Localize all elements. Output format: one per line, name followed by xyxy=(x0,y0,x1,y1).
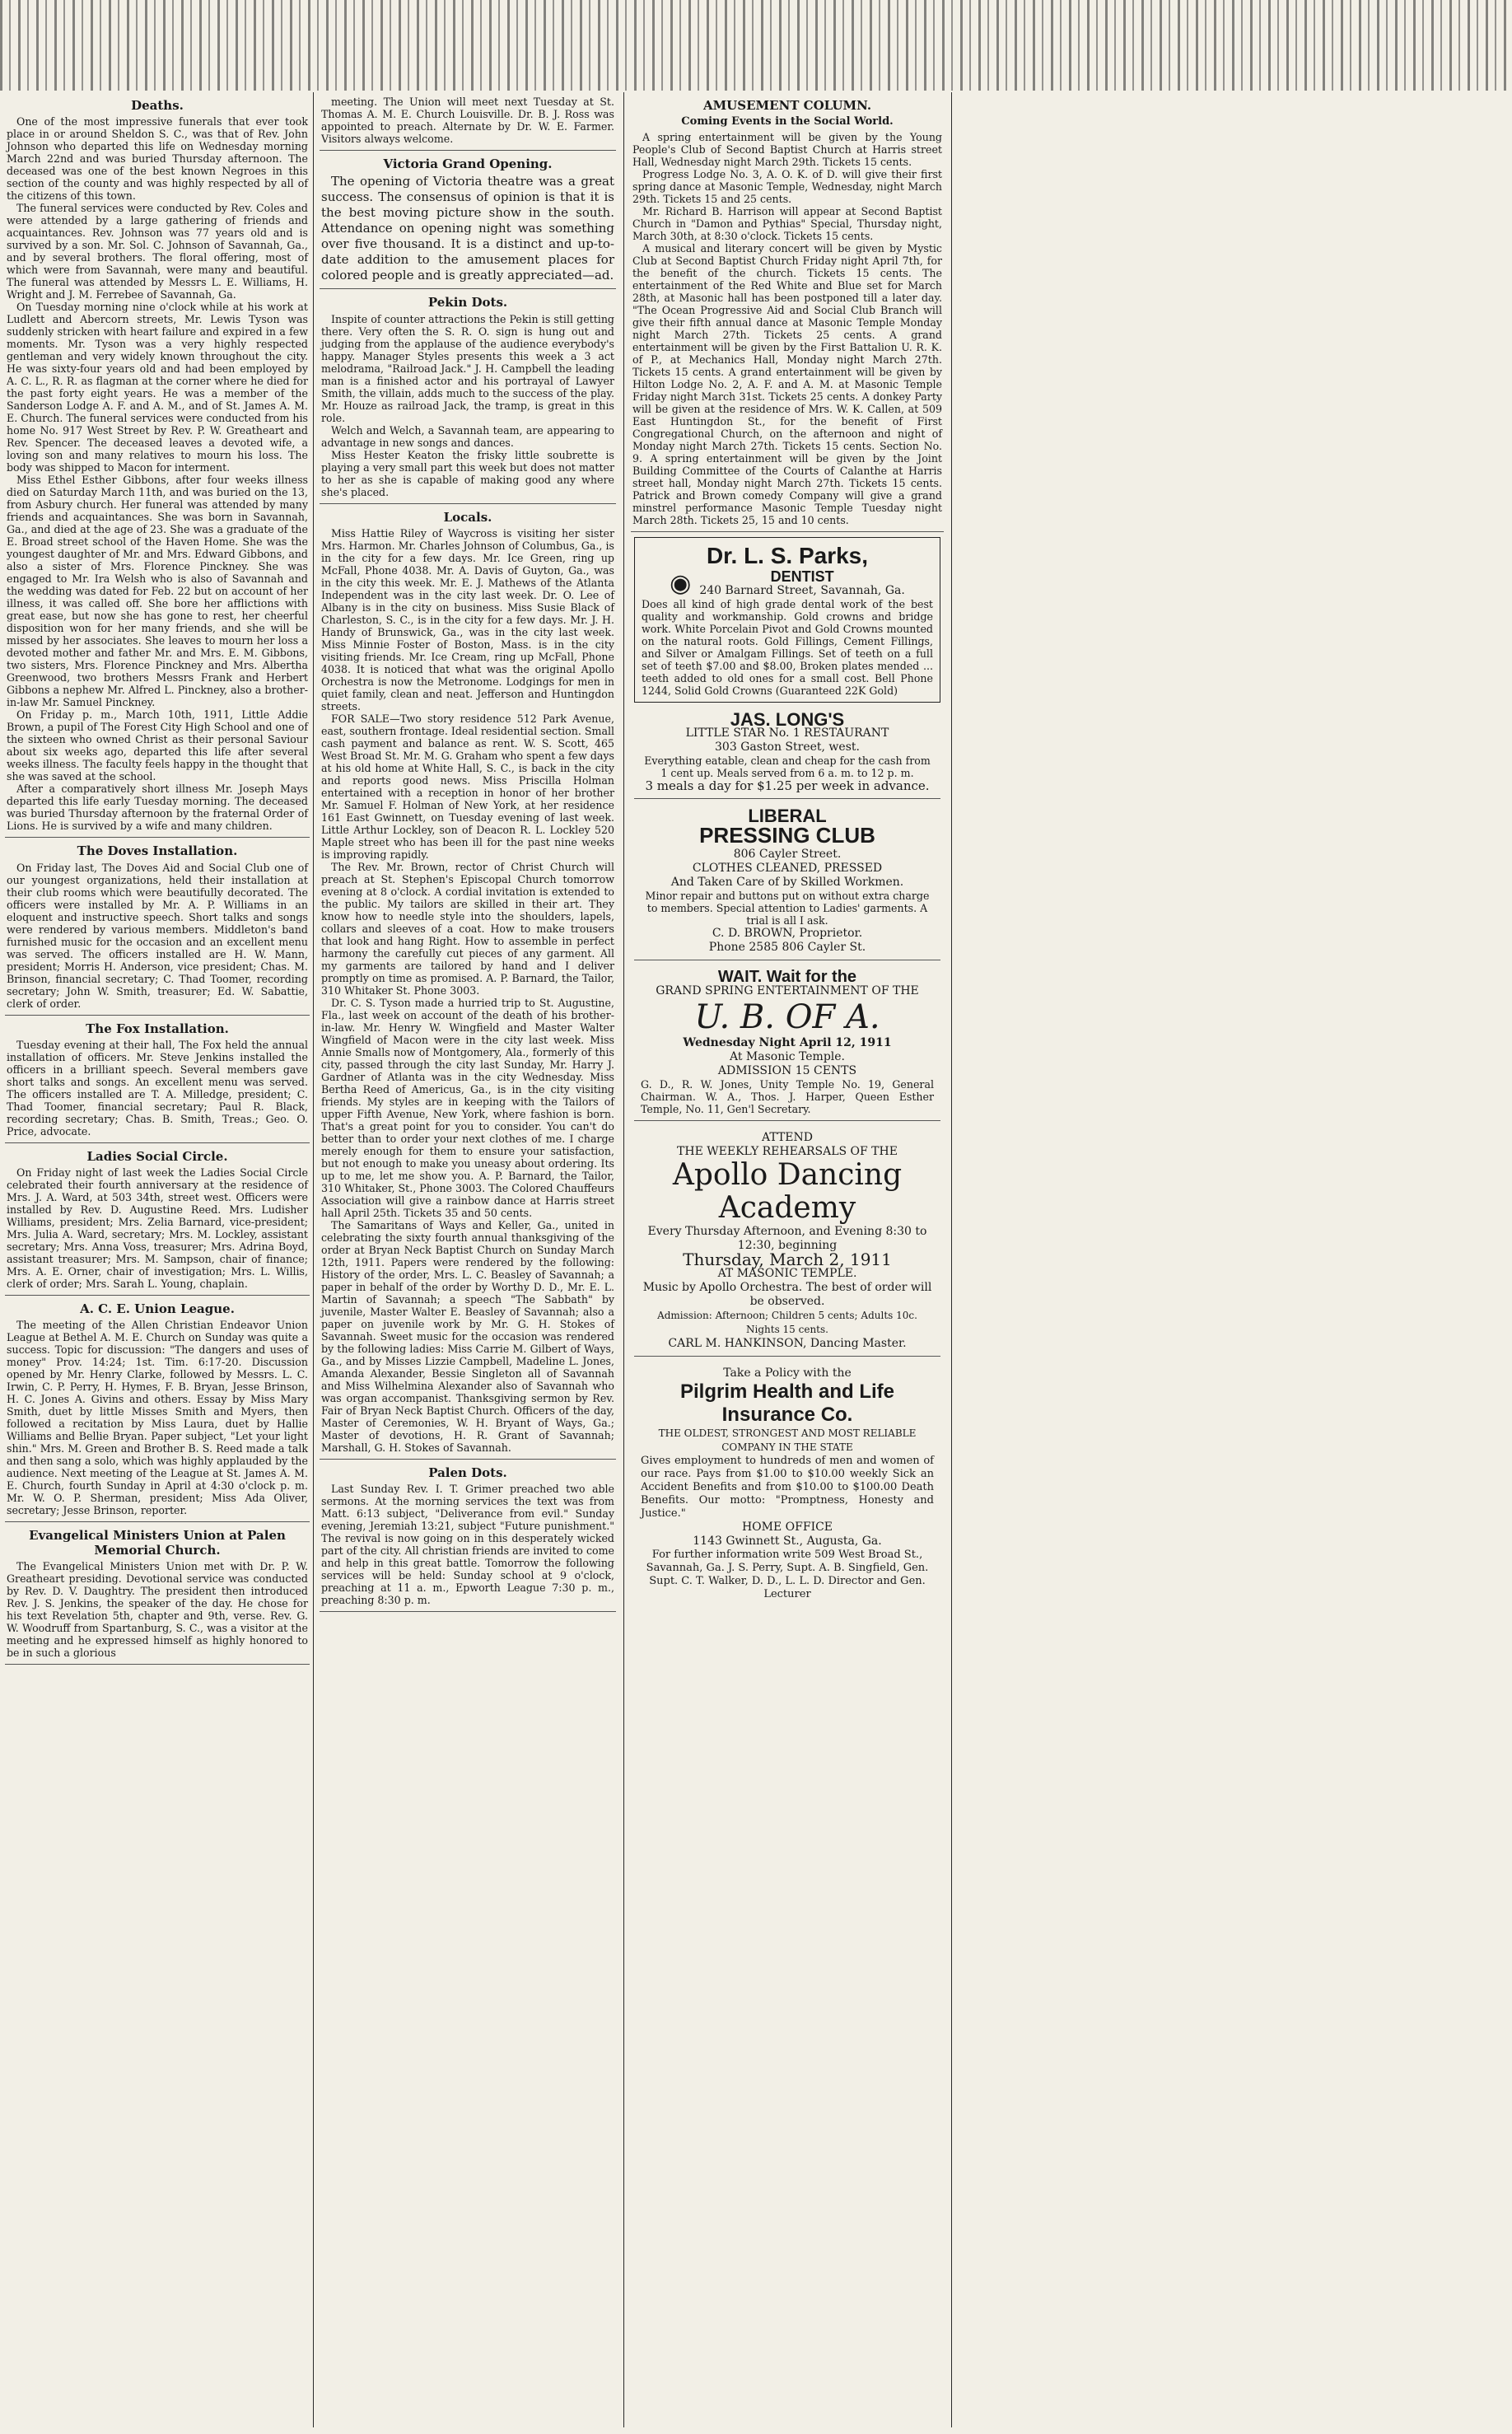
ad-dentist xyxy=(634,537,940,703)
ad-apollo xyxy=(634,1126,940,1357)
article-evangelical xyxy=(5,1522,310,1665)
column-1 xyxy=(5,92,310,2427)
ad-line: CARL M. HANKINSON, Dancing Master. xyxy=(668,1337,907,1351)
ad-body: Gives employment to hundreds of men and women of our race. Pays from $1.00 to $10.00 weekly Sick an Accident Benefits and from $10.00 to $100.00 Death Benefits. Our motto: "Promptness, Honesty and Justice." xyxy=(641,1455,934,1521)
ad-line: Music by Apollo Orchestra. The best of order will be observed. xyxy=(642,1281,932,1309)
ad-body: G. D., R. W. Jones, Unity Temple No. 19, General Chairman. W. A., Thos. J. Harper, Queen Esther Temple, No. 11, Gen'l Secretary. xyxy=(641,1078,934,1116)
paragraph: A spring entertainment will be given by the Young People's Club of Second Baptist Church at Harris street Hall, Wednesday night March 29th. Tickets 15 cents. xyxy=(632,131,942,169)
paragraph: Last Sunday Rev. I. T. Grimer preached two able sermons. At the morning services the text was from Matt. 6:13 subject, "Deliverance from evil." Sunday evening, Jeremiah 13:21, subject "Future punishment." The revival is now going on in this desperately wicked part of the city. All christian friends are invited to come and help in this great battle. Tomorrow the following services will be held: Sunday school at 9 o'clock, preaching at 11 a. m., Epworth League 7:30 p. m., preaching 8:30 p. m. xyxy=(321,1483,614,1606)
ad-line: Admission: Afternoon; Children 5 cents; Adults 10c. Nights 15 cents. xyxy=(657,1310,917,1336)
headline: Victoria Grand Opening. xyxy=(383,157,553,171)
ad-line: ADMISSION 15 CENTS xyxy=(717,1064,857,1078)
ad-big: Apollo Dancing Academy xyxy=(672,1158,903,1226)
headline: AMUSEMENT COLUMN. xyxy=(702,98,872,113)
ad-restaurant xyxy=(634,708,940,799)
article-doves xyxy=(5,838,310,1015)
article-locals xyxy=(320,504,616,1460)
ad-phone: Phone 2585 806 Cayler St. xyxy=(708,941,866,955)
column-3 xyxy=(631,92,944,2427)
article-victoria xyxy=(320,151,616,289)
ad-subtitle: LITTLE STAR No. 1 RESTAURANT xyxy=(685,726,889,740)
ad-line: ATTEND xyxy=(762,1131,813,1145)
ad-line: Take a Policy with the xyxy=(723,1366,852,1381)
ad-line: 1143 Gwinnett St., Augusta, Ga. xyxy=(693,1535,882,1549)
column-rule xyxy=(623,92,624,2427)
headline: Locals. xyxy=(443,509,492,525)
ad-big: U. B. OF A. xyxy=(694,998,880,1037)
ad-title-2: PRESSING CLUB xyxy=(699,823,875,848)
ad-pressing-club xyxy=(634,804,940,960)
paragraph: The Evangelical Ministers Union met with Dr. P. W. Greatheart presiding. Devotional service was conducted by Rev. D. V. Daughtry. The president then introduced Rev. J. S. Jenkins, the speaker of the day. He chose for his text Revelation 5th, chapter and 9th, verse. Rev. G. W. Woodruff from Spartanburg, S. C., was a visitor at the meeting and he expressed himself as highly honored to be in such a glorious xyxy=(7,1559,308,1659)
ad-body: Minor repair and buttons put on without extra charge to members. Special attention to Ladies' garments. A trial is all I ask. xyxy=(645,890,930,927)
paragraph: Miss Hester Keaton the frisky little soubrette is playing a very small part this week but does not matter to her as she is capable of making good any where she's placed. xyxy=(321,448,614,498)
ad-address: 240 Barnard Street, Savannah, Ga. xyxy=(699,583,905,597)
column-2 xyxy=(320,92,616,2427)
paragraph: The meeting of the Allen Christian Endeavor Union League at Bethel A. M. E. Church on Sunday was quite a success. Topic for discussion: "The dangers and uses of money" Prov. 14:24; 1st. Tim. 6:17-20. Discussion opened by Mr. Henry Clarke, followed by Messrs. L. C. Irwin, C. P. Perry, H. Hymes, F. B. Bryan, Jesse Brinson, H. C. Jones A. Givins and others. Essay by Miss Mary Smith, duet by little Misses Smith and Myers, then followed a recitation by Miss Laura, duet by Hallie Williams and Bellie Bryan. Paper subject, "Let your light shin." Mrs. M. Green and Brother B. S. Reed made a talk and then sang a solo, which was highly applauded by the audience. Next meeting of the League at St. James A. M. E. Church, fourth Sunday in April at 4:30 o'clock p. m. Mr. W. O. P. Sherman, president; Miss Ada Oliver, secretary; Jesse Brinson, reporter. xyxy=(7,1319,308,1517)
column-4 xyxy=(957,92,1270,2427)
amusement-column xyxy=(631,92,944,532)
ad-line: At Masonic Temple. xyxy=(729,1050,845,1064)
tooth-icon: ◉ xyxy=(670,569,692,599)
ad-price: 3 meals a day for $1.25 per week in advance. xyxy=(645,778,930,794)
headline: The Fox Installation. xyxy=(86,1021,229,1036)
paragraph: The Samaritans of Ways and Keller, Ga., united in celebrating the sixty fourth annual thanksgiving of the order at Bryan Neck Baptist Church on Sunday March 12th, 1911. Papers were rendered by the following: History of the order, Mrs. L. C. Beasley of Savannah; a paper in behalf of the order by Worthy D. D., Mr. E. L. Martin of Savannah; a speech "The Sabbath" by juvenile, Master Walter E. Beasley of Savannah; also a paper on juvenile work by Mr. G. H. Stokes of Savannah. Sweet music for the occasion was rendered by the following ladies: Miss Carrie M. Gilbert of Ways, Ga., and by Misses Lizzie Campbell, Madeline L. Jones, Amanda Alexander, Bessie Singleton all of Savannah and Miss Wilhelmina Alexander also of Savannah who was organ accompanist. Thanksgiving sermon by Rev. Fair of Bryan Neck Baptist Church. Officers of the day, Master of Ceremonies, W. H. Bryant of Ways, Ga.; Master of devotions, H. R. Grant of Savannah; Marshall, G. H. Stokes of Savannah. xyxy=(321,1218,614,1454)
ad-title: LIBERAL xyxy=(748,806,827,827)
ad-title: Dr. L. S. Parks, xyxy=(706,543,869,569)
ad-title: Pilgrim Health and Life Insurance Co. xyxy=(679,1381,895,1427)
ad-pilgrim xyxy=(634,1362,940,1606)
paragraph: Miss Hattie Riley of Waycross is visiting her sister Mrs. Harmon. Mr. Charles Johnson of Columbus, Ga., is in the city for a few days. Mr. Ice Green, ring up McFall, Phone 4038. Mr. A. Davis of Guyton, Ga., was in the city this week. Mr. E. J. Mathews of the Atlanta Independent was in the city last week. Dr. O. Lee of Albany is in the city on business. Miss Susie Black of Charleston, S. C., is in the city for a few days. Mr. J. H. Handy of Brunswick, Ga., was in the city last week. Miss Minnie Foster of Boston, Mass. is in the city visiting friends. Mr. Ice Cream, ring up McFall, Phone 4038. It is noticed that what was the original Apollo Orchestra is now the Metronome. Lodgings for men in quiet family, clean and neat. Jefferson and Huntingdon streets. xyxy=(321,526,614,712)
ad-line: And Taken Care of by Skilled Workmen. xyxy=(670,876,904,890)
ad-body: Everything eatable, clean and cheap for the cash from 1 cent up. Meals served from 6 a. m. to 12 p. m. xyxy=(644,754,931,780)
paragraph: The opening of Victoria theatre was a great success. The consensus of opinion is that it is the best moving picture show in the south. Attendance on opening night was something over five thousand. It is a distinct and up-to-date addition to the amusement places for colored people and is greatly appreciated—ad. xyxy=(321,174,614,283)
article-ladies xyxy=(5,1143,310,1296)
ad-subtitle: DENTIST xyxy=(770,568,834,585)
ad-line: THE WEEKLY REHEARSALS OF THE xyxy=(677,1145,898,1159)
paragraph: On Friday p. m., March 10th, 1911, Little Addie Brown, a pupil of The Forest City High School and one of the sixteen who owned Christ as their personal Saviour about six weeks ago, departed this life after several weeks illness. The faculty feels happy in the thought that she was saved at the school. xyxy=(7,708,308,783)
column-rule xyxy=(951,92,952,2427)
headline: Pekin Dots. xyxy=(427,295,508,311)
ad-line: HOME OFFICE xyxy=(741,1521,833,1535)
paragraph: Progress Lodge No. 3, A. O. K. of D. will give their first spring dance at Masonic Temple, Wednesday, night March 29th. Tickets 15 and 25 cents. xyxy=(632,168,942,206)
ad-address: 806 Cayler Street. xyxy=(733,848,842,862)
headline: Palen Dots. xyxy=(428,1465,507,1480)
ad-ubofa xyxy=(634,965,940,1121)
ad-title: WAIT. Wait for the xyxy=(717,968,857,987)
ad-title: JAS. LONG'S xyxy=(730,709,845,731)
subheadline: Coming Events in the Social World. xyxy=(681,115,894,128)
article-palen-dots xyxy=(320,1460,616,1612)
paragraph: FOR SALE—Two story residence 512 Park Avenue, east, southern frontage. Ideal residential section. Small cash payment and balance as rent. W. S. Scott, 465 West Broad St. Mr. M. G. Graham who spent a few days at his old home at White Hall, S. C., is back in the city and reports good news. Miss Priscilla Holman entertained with a reception in honor of her brother Mr. Samuel F. Holman of New York, at her residence 161 East Gwinnett, on Tuesday evening of last week. Little Arthur Lockley, son of Deacon R. L. Lockley 520 Maple street who has been ill for the past nine weeks is improving rapidly. xyxy=(321,712,615,861)
paragraph: Tuesday evening at their hall, The Fox held the annual installation of officers. Mr. Steve Jenkins installed the officers in a brilliant speech. Several members gave short talks and songs. An excellent menu was served. The officers installed are T. A. Milledge, president; C. Thad Toomer, financial secretary; Paul R. Black, recording secretary; Chas. B. Smith, Treas.; Geo. O. Price, advocate. xyxy=(7,1038,308,1138)
headline: Deaths. xyxy=(131,98,184,113)
ad-line: For further information write 509 West Broad St., Savannah, Ga. J. S. Perry, Supt. A. B. Singfield, Gen. Supt. C. T. Walker, D. D., L. L. D. Director and Gen. Lecturer xyxy=(646,1549,929,1601)
ad-date: Thursday, March 2, 1911 xyxy=(683,1250,892,1270)
column-rule xyxy=(313,92,314,2427)
article-deaths xyxy=(5,92,310,838)
ad-line: GRAND SPRING ENTERTAINMENT OF THE xyxy=(656,984,919,998)
paragraph: Dr. C. S. Tyson made a hurried trip to St. Augustine, Fla., last week on account of the death of his brother-in-law. Mr. Henry W. Wingfield and Master Walter Wingfield of Macon were in the city last week. Miss Annie Smalls now of Montgomery, Ala., formerly of this city, passed through the city last Sunday, Mr. Harry J. Gardner of Atlanta was in the city Wednesday. Miss Bertha Reed of Americus, Ga., is in the city visiting friends. My styles are in keeping with the Tailors of upper Fifth Avenue, New York, where fashion is born. That's a great point for you to consider. You can't do better than to order your next clothes of me. I charge merely enough for them to ensure your satisfaction, but not enough to make you uneasy about ordering. Its up to me, let me show you. A. P. Barnard, the Tailor, 310 Whitaker, St., Phone 3003. The Colored Chauffeurs Association will give a rainbow dance at Harris street hall April 25th. Tickets 35 and 50 cents. xyxy=(321,996,614,1219)
ad-line: CLOTHES CLEANED, PRESSED xyxy=(692,862,883,876)
headline: Ladies Social Circle. xyxy=(86,1148,228,1164)
paragraph: On Friday night of last week the Ladies Social Circle celebrated their fourth anniversary at the residence of Mrs. J. A. Ward, at 503 34th, street west. Officers were installed by Rev. D. Augustine Reed. Mrs. Ludisher Williams, president; Mrs. Zelia Barnard, vice-president; Mrs. Julia A. Ward, secretary; Mrs. M. Lockley, assistant secretary; Mrs. Anna Voss, treasurer; Mrs. Adrina Boyd, assistant treasurer; Mrs. M. Sampson, chair of finance; Mrs. A. E. Orner, chair of investigation; Mrs. L. Willis, clerk of order; Mrs. Sarah L. Young, chaplain. xyxy=(7,1166,308,1290)
headline: The Doves Installation. xyxy=(77,843,238,859)
paragraph: Miss Ethel Esther Gibbons, after four weeks illness died on Saturday March 11th, and was buried on the 13, from Asbury church. Her funeral was attended by many friends and acquaintances. She was born in Savannah, Ga., and died at the age of 23. She was a graduate of the E. Broad street school of the Haven Home. She was the youngest daughter of Mr. and Mrs. Edward Gibbons, and also a sister of Mrs. Florence Pinckney. She was engaged to Mr. Ira Welsh who is also of Savannah and the wedding was dated for Feb. 22 but on account of her illness, it was called off. She bore her afflictions with great ease, but now she has gone to rest, her cheerful disposition won for her many friends, and she will be missed by her associates. She leaves to mourn her loss a devoted mother and father Mr. and Mrs. E. M. Gibbons, two sisters, Mrs. Florence Pinckney and Mrs. Albertha Greenwood, two brothers Messrs Frank and Herbert Gibbons a nephew Mr. Alfred L. Pinckney, also a brother-in-law Mr. Samuel Pinckney. xyxy=(7,474,308,709)
article-pekin-dots xyxy=(320,289,616,503)
article-meeting xyxy=(320,92,616,151)
paragraph: A musical and literary concert will be given by Mystic Club at Second Baptist Church Friday night April 7th, for the benefit of the church. Tickets 15 cents. The entertainment of the Red White and Blue set for March 28th, at Masonic hall has been postponed till a later day. "The Ocean Progressive Aid and Social Club Branch will give their fifth annual dance at Masonic Temple Monday night March 27th. Tickets 25 cents. A grand entertainment will be given by the First Battalion U. R. K. of P., at Mechanics Hall, Monday night March 27th. Tickets 15 cents. A grand entertainment will be given by Hilton Lodge No. 2, A. F. and A. M. at Masonic Temple Friday night March 31st. Tickets 25 cents. A donkey Party will be given at the residence of Mrs. W. K. Callen, at 509 East Huntingdon St., for the benefit of First Congregational Church, on the afternoon and night of Monday night March 27th. Tickets 15 cents. Section No. 9. A spring entertainment will be given by the Joint Building Committee of the Courts of Calanthe at Harris street hall, Monday night March 27th. Tickets 15 cents. Patrick and Brown comedy Company will give a grand minstrel performance Masonic Temple Tuesday night March 28th. Tickets 25, 15 and 10 cents. xyxy=(632,242,942,527)
ad-line: THE OLDEST, STRONGEST AND MOST RELIABLE COMPANY IN THE STATE xyxy=(658,1427,917,1454)
ad-address: 303 Gaston Street, west. xyxy=(715,740,860,754)
paragraph: The funeral services were conducted by Rev. Coles and were attended by a large gathering of friends and acquaintances. Rev. Johnson was 77 years old and is survived by a son. Mr. Sol. C. Johnson of Savannah, Ga., and by several brothers. The floral offering, most of which were from Savannah, were many and beautiful. The funeral was attended by Messrs L. E. Williams, H. Wright and J. M. Ferrebee of Savannah, Ga. xyxy=(7,202,308,301)
paragraph: Welch and Welch, a Savannah team, are appearing to advantage in new songs and dances. xyxy=(321,423,614,449)
ad-body: Does all kind of high grade dental work of the best quality and workmanship. Gold crowns and bridge work. White Porcelain Pivot and Gold Crowns mounted on the natural roots. Gold Fillings, Cement Fillings, and Silver or Amalgam Fillings. Set of teeth on a full set of teeth $7.00 and $8.00, Broken plates mended ... teeth added to old ones for a small cost. Bell Phone 1244, Solid Gold Crowns (Guaranteed 22K Gold) xyxy=(642,598,933,698)
paragraph: Inspite of counter attractions the Pekin is still getting there. Very often the S. R. O. sign is hung out and judging from the applause of the audience everybody's happy. Manager Styles presents this week a 3 act melodrama, "Railroad Jack." J. H. Campbell the leading man is a finished actor and his portrayal of Lawyer Smith, the villain, adds much to the success of the play. Mr. Houze as railroad Jack, the tramp, is great in this role. xyxy=(321,312,614,424)
ad-date: Wednesday Night April 12, 1911 xyxy=(683,1036,892,1050)
article-ace xyxy=(5,1296,310,1522)
paragraph: meeting. The Union will meet next Tuesday at St. Thomas A. M. E. Church Louisville. Dr. B. J. Ross was appointed to preach. Alternate by Dr. W. E. Farmer. Visitors always welcome. xyxy=(321,96,614,145)
torn-top-edge xyxy=(0,0,1512,91)
headline: Evangelical Ministers Union at Palen Memorial Church. xyxy=(29,1528,286,1558)
paragraph: On Tuesday morning nine o'clock while at his work at Ludlett and Abercorn streets, Mr. Lewis Tyson was suddenly stricken with heart failure and expired in a few moments. Mr. Tyson was a very highly respected gentleman and very widely known throughout the city. He was sixty-four years old and had been employed by A. C. L., R. R. as flagman at the corner where he died for the past forty eight years. He was a member of the Sanderson Lodge A. F. and A. M., and of St. James A. M. E. Church. The funeral services were conducted from his home No. 917 West Street by Rev. P. W. Greatheart and Rev. Spencer. The deceased leaves a devoted wife, a loving son and many relatives to mourn his loss. The body was shipped to Macon for interment. xyxy=(7,301,308,474)
paragraph: On Friday last, The Doves Aid and Social Club one of our youngest organizations, held their installation at their club rooms which were beautifully decorated. The officers were installed by Mr. A. P. Williams in an eloquent and instructive speech. Short talks and songs were rendered by various members. Middleton's band furnished music for the occasion and an excellent menu was served. The officers installed are H. W. Mann, president; Morris H. Anderson, vice president; Chas. M. Brinson, financial secretary; C. Thad Toomer, recording secretary; John W. Smith, treasurer; Ed. W. Sabattie, clerk of order. xyxy=(7,861,308,1010)
ad-line: Every Thursday Afternoon, and Evening 8:30 to 12:30, beginning xyxy=(647,1225,927,1253)
paragraph: After a comparatively short illness Mr. Joseph Mays departed this life early Tuesday morning. The deceased was buried Thursday afternoon by the fraternal Order of Lions. He is survived by a wife and many children. xyxy=(7,783,308,833)
article-fox xyxy=(5,1016,310,1143)
ad-proprietor: C. D. BROWN, Proprietor. xyxy=(712,927,863,941)
paragraph: The Rev. Mr. Brown, rector of Christ Church will preach at St. Stephen's Episcopal Church tomorrow evening at 8 o'clock. A cordial invitation is extended to the public. My tailors are skilled in their art. They know how to needle style into the shoulders, lapels, collars and sleeves of a coat. How to make trousers that look and hang Right. How to assemble in perfect harmony the carefully cut pieces of any garment. All my garments are tailored by hand and I deliver promptly on time as promised. A. P. Barnard, the Tailor, 310 Whitaker St. Phone 3003. xyxy=(321,860,614,997)
headline: A. C. E. Union League. xyxy=(80,1301,235,1316)
paragraph: Mr. Richard B. Harrison will appear at Second Baptist Church in "Damon and Pythias" Special, Thursday night, March 30th, at 8:30 o'clock. Tickets 15 cents. xyxy=(632,205,942,243)
paragraph: One of the most impressive funerals that ever took place in or around Sheldon S. C., was that of Rev. John Johnson who departed this life on Wednesday morning March 22nd and was buried Thursday afternoon. The deceased was one of the best known Negroes in this section of the county and was highly respected by all of the citizens of this town. xyxy=(7,115,308,203)
ad-line: AT MASONIC TEMPLE. xyxy=(717,1267,857,1281)
